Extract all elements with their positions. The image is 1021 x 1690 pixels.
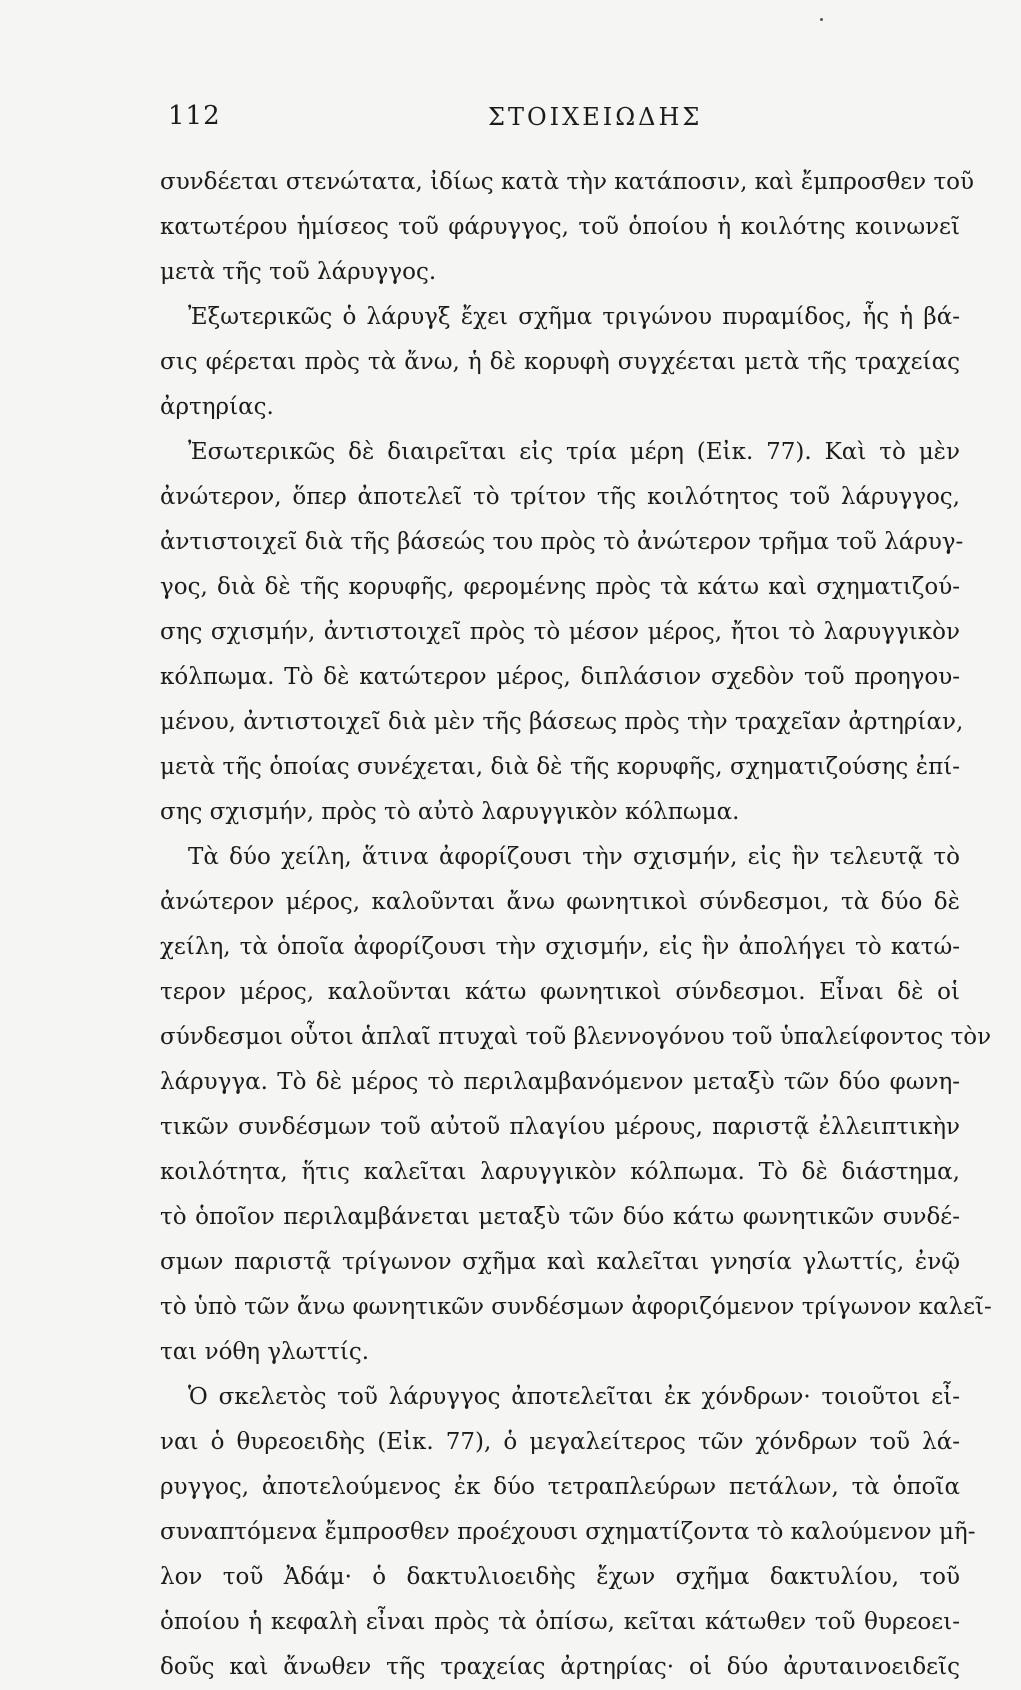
- text-line: μετὰ τῆς τοῦ λάρυγγος.: [160, 259, 437, 285]
- running-title: ΣΤΟΙΧΕΙΩΔΗΣ: [488, 103, 703, 131]
- text-line: σμων παριστᾷ τρίγωνον σχῆμα καὶ καλεῖται γνησία γλωττίς, ἐνῷ: [160, 1249, 960, 1275]
- text-line: ἀνώτερον μέρος, καλοῦνται ἄνω φωνητικοὶ σύνδεσμοι, τὰ δύο δὲ: [160, 889, 960, 915]
- text-line: σης σχισμήν, ἀντιστοιχεῖ πρὸς τὸ μέσον μέρος, ἤτοι τὸ λαρυγγικὸν: [160, 619, 960, 645]
- text-line: μετὰ τῆς ὁποίας συνέχεται, διὰ δὲ τῆς κορυφῆς, σχηματιζούσης ἐπί-: [160, 754, 960, 780]
- text-line: τὸ ὁποῖον περιλαμβάνεται μεταξὺ τῶν δύο κάτω φωνητικῶν συνδέ-: [160, 1204, 960, 1230]
- body-text: [160, 160, 992, 1690]
- text-line: Ἐξωτερικῶς ὁ λάρυγξ ἔχει σχῆμα τριγώνου πυραμίδος, ἧς ἡ βά-: [188, 304, 960, 330]
- page-header: [168, 101, 968, 141]
- text-line: συναπτόμενα ἔμπροσθεν προέχουσι σχηματίζοντα τὸ καλούμενον μῆ-: [160, 1519, 976, 1545]
- text-line: δοῦς καὶ ἄνωθεν τῆς τραχείας ἀρτηρίας· οἱ δύο ἀρυταινοειδεῖς: [160, 1654, 960, 1680]
- text-line: Τὰ δύο χείλη, ἅτινα ἀφορίζουσι τὴν σχισμήν, εἰς ἣν τελευτᾷ τὸ: [188, 844, 960, 870]
- text-line: λάρυγγα. Τὸ δὲ μέρος τὸ περιλαμβανόμενον μεταξὺ τῶν δύο φωνη-: [160, 1069, 960, 1095]
- text-line: χείλη, τὰ ὁποῖα ἀφορίζουσι τὴν σχισμήν, εἰς ἣν ἀπολήγει τὸ κατώ-: [160, 934, 960, 960]
- page-number: 112: [168, 101, 221, 131]
- paper-speck: [820, 18, 823, 21]
- text-line: κόλπωμα. Τὸ δὲ κατώτερον μέρος, διπλάσιον σχεδὸν τοῦ προηγου-: [160, 664, 960, 690]
- text-line: ἀνώτερον, ὅπερ ἀποτελεῖ τὸ τρίτον τῆς κοιλότητος τοῦ λάρυγγος,: [160, 484, 960, 510]
- text-line: τικῶν συνδέσμων τοῦ αὐτοῦ πλαγίου μέρους, παριστᾷ ἐλλειπτικὴν: [160, 1114, 960, 1140]
- text-line: κοιλότητα, ἥτις καλεῖται λαρυγγικὸν κόλπωμα. Τὸ δὲ διάστημα,: [160, 1159, 960, 1185]
- text-line: μένου, ἀντιστοιχεῖ διὰ μὲν τῆς βάσεως πρὸς τὴν τραχεῖαν ἀρτηρίαν,: [160, 709, 964, 735]
- text-line: γος, διὰ δὲ τῆς κορυφῆς, φερομένης πρὸς τὰ κάτω καὶ σχηματιζού-: [160, 574, 960, 600]
- text-line: Ὁ σκελετὸς τοῦ λάρυγγος ἀποτελεῖται ἐκ χόνδρων· τοιοῦτοι εἶ-: [188, 1384, 960, 1410]
- text-line: ὁποίου ἡ κεφαλὴ εἶναι πρὸς τὰ ὀπίσω, κεῖται κάτωθεν τοῦ θυρεοει-: [160, 1609, 960, 1635]
- text-line: ἀρτηρίας.: [160, 394, 274, 420]
- text-line: Ἐσωτερικῶς δὲ διαιρεῖται εἰς τρία μέρη (Εἰκ. 77). Καὶ τὸ μὲν: [188, 439, 960, 465]
- text-line: σύνδεσμοι οὗτοι ἁπλαῖ πτυχαὶ τοῦ βλεννογόνου τοῦ ὑπαλείφοντος τὸν: [160, 1024, 992, 1050]
- text-line: τὸ ὑπὸ τῶν ἄνω φωνητικῶν συνδέσμων ἀφοριζόμενον τρίγωνον καλεῖ-: [160, 1294, 992, 1320]
- text-line: ρυγγος, ἀποτελούμενος ἐκ δύο τετραπλεύρων πετάλων, τὰ ὁποῖα: [160, 1474, 960, 1500]
- text-line: σης σχισμήν, πρὸς τὸ αὐτὸ λαρυγγικὸν κόλπωμα.: [160, 799, 740, 825]
- text-line: ναι ὁ θυρεοειδὴς (Εἰκ. 77), ὁ μεγαλείτερος τῶν χόνδρων τοῦ λά-: [160, 1429, 960, 1455]
- text-line: λον τοῦ Ἀδάμ· ὁ δακτυλιοειδὴς ἔχων σχῆμα δακτυλίου, τοῦ: [160, 1564, 960, 1590]
- text-line: ἀντιστοιχεῖ διὰ τῆς βάσεώς του πρὸς τὸ ἀνώτερον τρῆμα τοῦ λάρυγ-: [160, 529, 964, 555]
- text-line: ται νόθη γλωττίς.: [160, 1339, 370, 1365]
- text-line: σις φέρεται πρὸς τὰ ἄνω, ἡ δὲ κορυφὴ συγχέεται μετὰ τῆς τραχείας: [160, 349, 960, 375]
- text-line: συνδέεται στενώτατα, ἰδίως κατὰ τὴν κατάποσιν, καὶ ἔμπροσθεν τοῦ: [160, 169, 975, 195]
- text-line: κατωτέρου ἡμίσεος τοῦ φάρυγγος, τοῦ ὁποίου ἡ κοιλότης κοινωνεῖ: [160, 214, 960, 240]
- text-line: τερον μέρος, καλοῦνται κάτω φωνητικοὶ σύνδεσμοι. Εἶναι δὲ οἱ: [160, 979, 960, 1005]
